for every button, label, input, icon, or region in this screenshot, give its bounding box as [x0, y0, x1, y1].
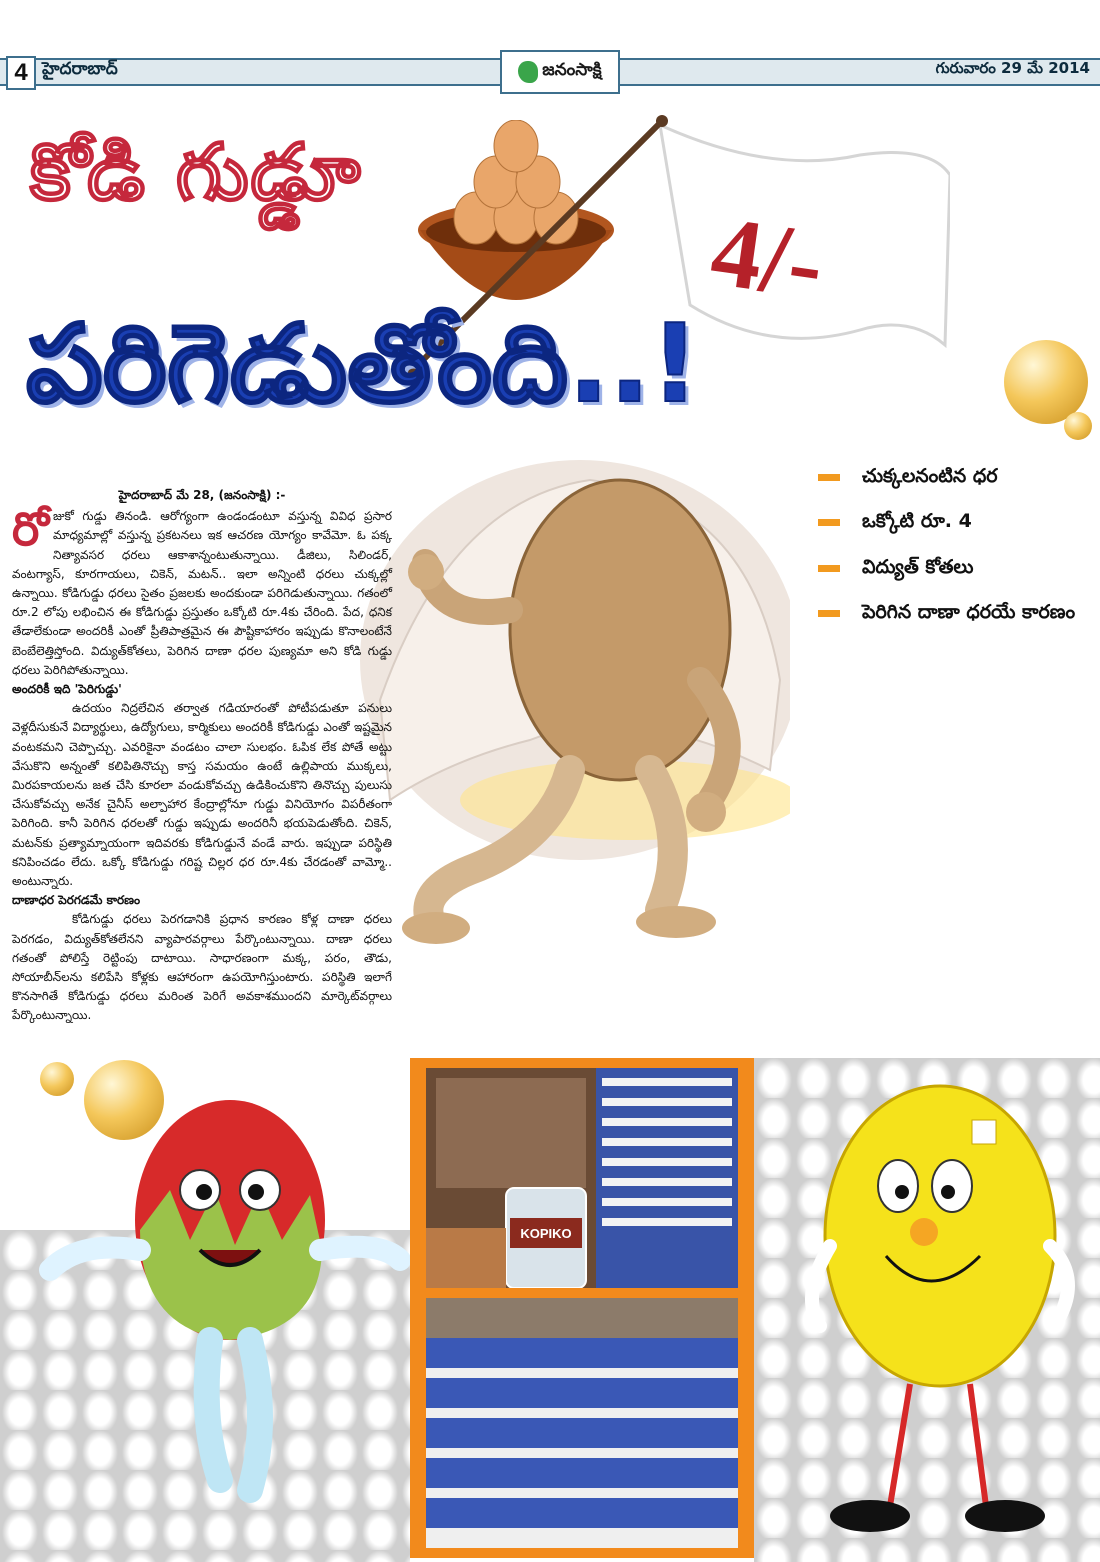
logo-text: జనంసాక్షి — [542, 60, 602, 80]
article-subheading: అందరికీ ఇది 'పెరిగుడ్డు' — [12, 682, 122, 697]
article-dateline: హైదరాబాద్‌ మే 28, (జనంసాక్షి) :- — [118, 488, 286, 502]
key-point: ఒక్కోటి రూ. 4 — [816, 507, 1076, 536]
article-paragraph: కోడిగుడ్డు ధరలు పెరగడానికి ప్రధాన కారణం కోళ్ల దాణా ధరలు పెరగడం, విద్యుత్‌కోతలేనని వ్యాపారవర్గాలు పేర్కొంటున్నాయి. దాణా ధరలు గతంతో పోలిస్తే రెట్టింపు దాటాయి. సాధారణంగా మక్క, పరం, తౌడు, సోయాబీన్‌లను కలిపేసి కోళ్లకు ఆహారంగా ఉపయోగిస్తుంటారు. పరిస్థితి ఇలాగే కొనసాగితే కోడిగుడ్డు ధరలు మరింత పెరిగే అవకాశముందని మార్కెట్‌వర్గాలు పేర్కొంటున్నాయి. — [12, 912, 392, 1023]
publication-date: గురువారం 29 మే 2014 — [935, 59, 1090, 77]
cartoon-striped-egg-illustration — [20, 1080, 430, 1550]
shop-photo — [426, 1068, 738, 1288]
decorative-orb — [1064, 412, 1092, 440]
masthead — [0, 48, 1100, 92]
article-paragraph: జుకో గుడ్డు తినండి. ఆరోగ్యంగా ఉండండంటూ వస్తున్న వివిధ ప్రసార మాధ్యమాల్లో వస్తున్న ప్రకటనలు ఇక ఆచరణ యోగ్యం కావేమో. ఓ పక్క నిత్యావసర ధరలు ఆకాశాన్నంటుతున్నాయి. డీజిలు, సిలిండర్‌, వంటగ్యాస్‌, కూరగాయలు, చికెన్‌, మటన్‌.. ఇలా అన్నింటి ధరలు చుక్కల్లో ఉన్నాయి. కోడిగుడ్డు ధరలు సైతం ప్రజలకు అందకుండా పరిగెడుతున్నాయి. గతంలో రూ.2 లోపు లభించిన ఈ కోడిగుడ్డు ప్రస్తుతం ఒక్కోటి రూ.4కు చేరింది. పేద, ధనిక తేడాలేకుండా అందరికీ ఎంతో ప్రీతిపాత్రమైన ఈ పౌష్టికాహారం ఇప్పుడు కొనాలంటేనే బెంబేలెత్తిస్తోంది. విద్యుత్‌కోతలు, పెరిగిన దాణా ధరల పుణ్యమా అని కోడి గుడ్డు ధరలు పెరిగిపోతున్నాయి. — [12, 509, 392, 677]
edition-city: హైదరాబాద్ — [42, 59, 118, 79]
page-number: 4 — [6, 56, 36, 90]
article-body — [12, 486, 392, 1026]
headline-line-1: కోడి గుడ్డూ — [30, 128, 363, 218]
key-point: చుక్కలనంటిన ధర — [816, 462, 1076, 491]
article-paragraph: ఉదయం నిద్రలేచిన తర్వాత గడియారంతో పోటీపడుతూ పనులు వెళ్లదీసుకునే విద్యార్థులు, ఉద్యోగులు, కార్మికులు అందరికీ కోడిగుడ్డు ఎంతో ఇష్టమైన వంటకమని చెప్పొచ్చు. ఎవరికైనా వండటం చాలా సులభం. ఓపిక లేక పోతే అట్టు వేసుకొని అన్నంతో కలిపితినొచ్చు కాస్త సమయం ఉంటే ఉల్లిపాయ ముక్కలు, మిరపకాయలను జత చేసి కూరలా వండుకోవచ్చు ఉడికించుకొని తినొచ్చు పులుసు చేసుకోవచ్చు అనేక చైనీస్‌ అల్పాహార కేంద్రాల్లోనూ గుడ్డు వినియోగం విపరీతంగా పెరిగింది. కానీ పెరిగిన ధరలతో గుడ్డు ఇప్పుడు అందరినీ భయపెడుతోంది. చికెన్‌, మటన్‌కు ప్రత్యామ్నాయంగా ఇదివరకు కోడిగుడ్డునే వండే వారు. ఇప్పుడా పరిస్థితి కనిపించడం లేదు. ఒక్కో కోడిగుడ్డు గరిష్ట చిల్లర ధర రూ.4కు చేరడంతో వామ్మో.. అంటున్నారు. — [12, 701, 392, 889]
logo-leaf-icon — [518, 61, 538, 83]
article-subheading: దాణాధర పెరగడమే కారణం — [12, 893, 141, 908]
key-points-list — [816, 462, 1076, 644]
jar-label: KOPIKO — [520, 1226, 572, 1241]
cartoon-yellow-egg-illustration — [790, 1066, 1090, 1556]
running-egg-illustration — [330, 440, 790, 1040]
key-point: విద్యుత్‌ కోతలు — [816, 553, 1076, 582]
egg-trays-photo-image — [426, 1298, 738, 1548]
shop-photo-image — [426, 1068, 738, 1288]
photo-panel — [410, 1058, 754, 1558]
egg-trays-photo — [426, 1298, 738, 1548]
drop-cap: రో — [12, 502, 49, 557]
headline-line-2: పరిగెడుతోంది..! — [26, 302, 700, 427]
newspaper-logo — [500, 50, 620, 94]
price-tag: 4/- — [704, 194, 831, 321]
key-point: పెరిగిన దాణా ధరయే కారణం — [816, 598, 1076, 627]
